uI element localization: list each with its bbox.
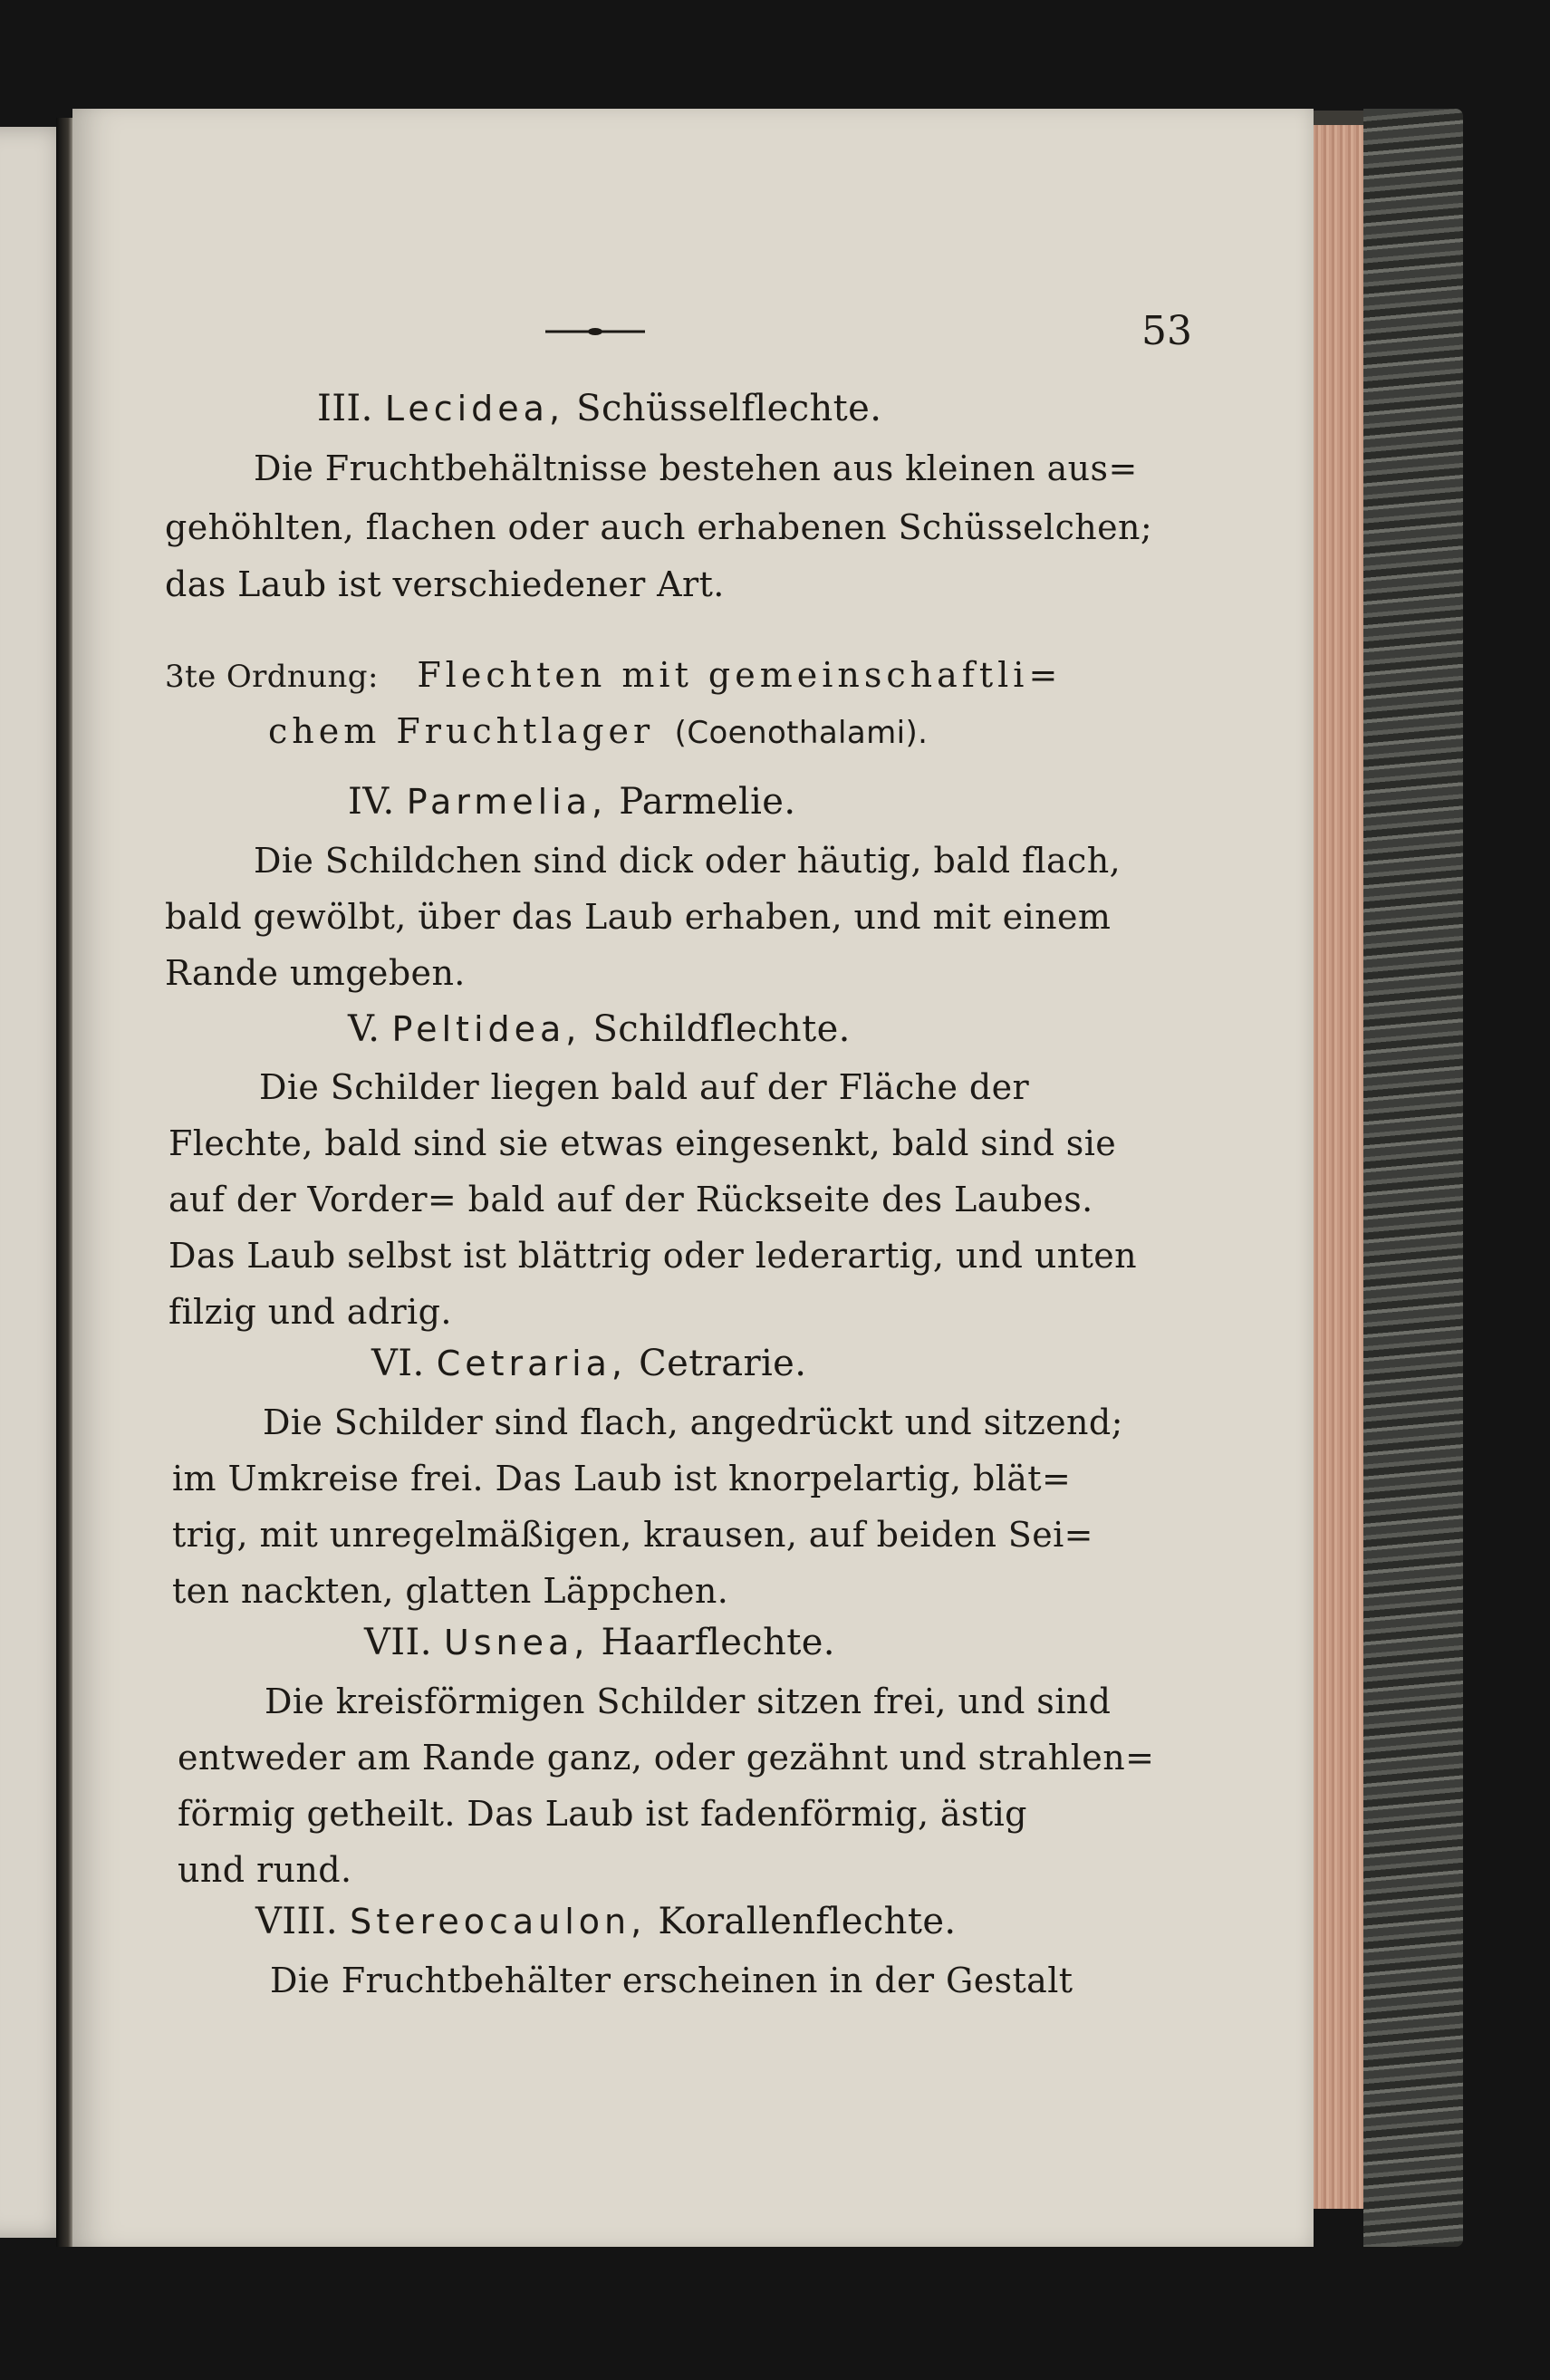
ornament-rule [545,328,645,335]
text-line: und rund. [178,1850,352,1890]
roman-numeral: VII. [364,1622,432,1663]
text-line: entweder am Rande ganz, oder gezähnt und strahlen= [178,1738,1155,1778]
text-line: Die Schilder liegen bald auf der Fläche der [259,1067,1030,1107]
genus-german: Haarflechte. [601,1622,835,1663]
roman-numeral: VI. [371,1343,425,1384]
genus-latin: Usnea, [443,1623,590,1662]
text-line: Flechte, bald sind sie etwas eingesenkt, bald sind sie [168,1123,1117,1163]
text-line: Das Laub selbst ist blättrig oder lederartig, und unten [168,1236,1138,1276]
running-head [127,308,1192,362]
genus-latin: Lecidea, [384,389,565,429]
text-line: förmig getheilt. Das Laub ist fadenförmig, ästig [178,1794,1027,1834]
order-heading-continued [268,711,928,751]
roman-numeral: V. [348,1008,380,1050]
genus-heading-stereocaulon [255,1901,957,1942]
genus-heading-cetraria [371,1343,806,1384]
book-cover [1363,109,1463,2247]
genus-heading-parmelia [348,781,795,823]
roman-numeral: VIII. [255,1901,339,1942]
genus-latin: Peltidea, [391,1009,582,1049]
order-heading [165,655,1062,695]
text-line: Rande umgeben. [165,953,466,993]
text-line: Die Fruchtbehältnisse bestehen aus kleinen aus= [254,448,1138,488]
page-edges [1305,125,1368,2209]
genus-heading-peltidea [348,1008,851,1050]
text-line: das Laub ist verschiedener Art. [165,564,725,604]
genus-latin: Parmelia, [406,782,608,822]
text-line: Die Schildchen sind dick oder häutig, bald flach, [254,841,1122,881]
order-label: 3te Ordnung: [165,659,379,695]
text-line: ten nackten, glatten Läppchen. [172,1571,729,1611]
text-line: Die kreisförmigen Schilder sitzen frei, und sind [265,1681,1112,1721]
genus-german: Schüsselflechte. [576,388,882,429]
page-number: 53 [1141,308,1192,354]
order-latin: (Coenothalami). [674,715,929,751]
genus-latin: Stereocaulon, [350,1902,647,1942]
text-line: Die Fruchtbehälter erscheinen in der Gestalt [270,1961,1073,2000]
genus-latin: Cetraria, [436,1344,628,1383]
roman-numeral: III. [317,388,373,429]
text-line: trig, mit unregelmäßigen, krausen, auf beiden Sei= [172,1515,1093,1555]
text-line: im Umkreise frei. Das Laub ist knorpelartig, blät= [172,1459,1072,1498]
genus-heading-lecidea [317,388,881,429]
genus-german: Parmelie. [619,781,796,823]
text-line: Die Schilder sind flach, angedrückt und sitzend; [263,1402,1123,1442]
genus-german: Korallenflechte. [658,1901,957,1942]
genus-german: Schildflechte. [592,1008,851,1050]
text-line: gehöhlten, flachen oder auch erhabenen Schüsselchen; [165,507,1153,547]
genus-heading-usnea [364,1622,835,1663]
order-title: chem Fruchtlager [268,711,655,751]
order-title: Flechten mit gemeinschaftli= [417,655,1063,695]
text-line: filzig und adrig. [168,1292,452,1332]
text-line: auf der Vorder= bald auf der Rückseite des Laubes. [168,1180,1093,1219]
text-line: bald gewölbt, über das Laub erhaben, und mit einem [165,897,1112,937]
genus-german: Cetrarie. [639,1343,807,1384]
roman-numeral: IV. [348,781,395,823]
